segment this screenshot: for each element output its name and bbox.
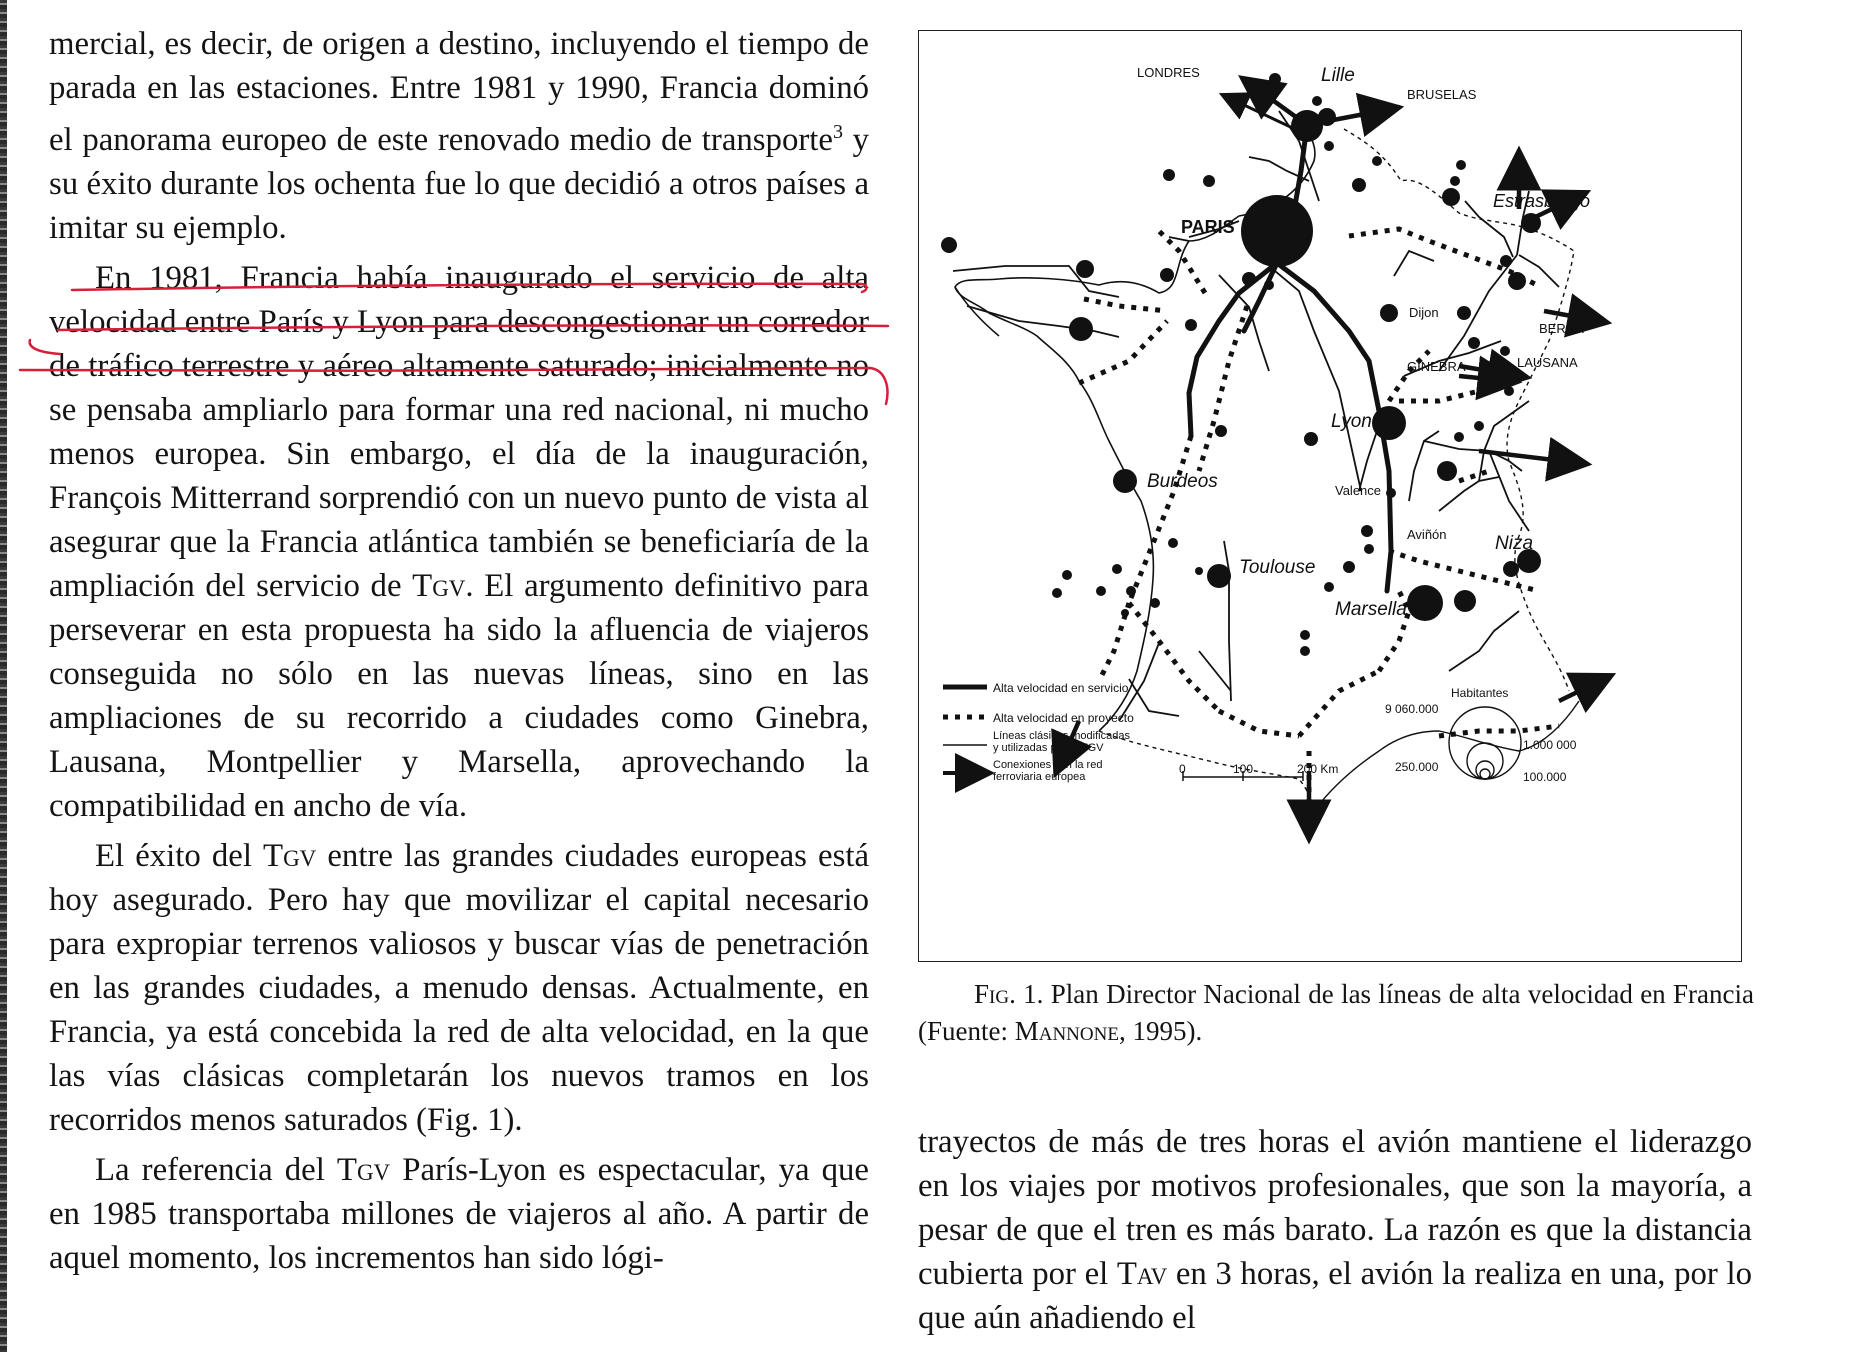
nantes-dot bbox=[1069, 317, 1093, 341]
borders bbox=[1099, 129, 1574, 811]
label-dijon: Dijon bbox=[1409, 305, 1439, 320]
label-ginebra: GINEBRA bbox=[1407, 359, 1466, 374]
tgv-abbr: Tgv bbox=[412, 567, 466, 604]
label-avinon: Aviñón bbox=[1407, 527, 1447, 542]
caption-source: Mannone bbox=[1014, 1016, 1119, 1046]
legend-habitantes: Habitantes bbox=[1451, 686, 1509, 700]
marsella-dot bbox=[1407, 585, 1443, 621]
mediterranean-coast bbox=[1314, 701, 1579, 811]
burdeos-dot bbox=[1113, 469, 1137, 493]
paragraph-right: trayectos de más de tres horas el avión mantiene el liderazgo en los viajes por motivos profesionales, que son la mayoría, a pesar de que el tren es más barato. La razón es que la distancia cubierta por el Tav en 3 horas, el avión la realiza en una, por lo que aún añadiendo el bbox=[918, 1124, 1752, 1336]
legend-classic-2: y utilizadas por el TGV bbox=[993, 742, 1104, 754]
legend-connections-1: Conexiones con la red bbox=[993, 759, 1103, 771]
tav-abbr: Tav bbox=[1116, 1256, 1168, 1292]
scan-binding-edge bbox=[0, 0, 7, 1352]
label-paris: PARIS bbox=[1181, 217, 1235, 237]
left-text-column bbox=[49, 22, 869, 1286]
map-legend bbox=[943, 681, 1577, 784]
label-lyon: Lyon bbox=[1331, 411, 1372, 432]
paragraph-1: mercial, es decir, de origen a destino, incluyendo el tiempo de parada en las estaciones. Entre 1981 y 1990, Francia dominó el panorama europeo de este renovado medio de transporte$^3$ y su éxito durante los ochenta fue lo que decidió a otros países a imitar su ejemplo. bbox=[49, 26, 869, 246]
footnote-ref: 3 bbox=[832, 121, 843, 143]
scale-label-200: 200 Km bbox=[1297, 762, 1339, 776]
population-key bbox=[1449, 707, 1521, 779]
hs-projected bbox=[1079, 229, 1559, 801]
label-valence: Valence bbox=[1335, 483, 1382, 498]
legend-hs-project: Alta velocidad en proyecto bbox=[993, 711, 1134, 725]
valence-dot bbox=[1386, 488, 1396, 498]
paris-dot bbox=[1241, 195, 1313, 267]
label-berna: BERNA bbox=[1539, 321, 1584, 336]
label-lille: Lille bbox=[1321, 65, 1355, 86]
label-lausana: LAUSANA bbox=[1517, 355, 1578, 370]
scale-bar bbox=[1179, 762, 1338, 781]
figure-caption: Fig. 1. Plan Director Nacional de las líneas de alta velocidad en Francia (Fuente: Mannone, 1995). bbox=[918, 979, 1754, 1046]
france-hs-rail-map bbox=[919, 31, 1743, 963]
legend-hs-service: Alta velocidad en servicio bbox=[993, 681, 1129, 695]
legend-connections-2: ferroviaria europea bbox=[993, 771, 1086, 783]
toulouse-dot bbox=[1207, 564, 1231, 588]
caption-figure-number: Fig. 1. bbox=[974, 979, 1044, 1009]
paragraph-2: En 1981, Francia había inaugurado el servicio de alta velocidad entre París y Lyon para descongestionar un corredor de tráfico terrestre y aéreo altamente saturado; inicialmente no se pensaba ampliarlo para formar una red nacional, ni mucho menos europea. Sin embargo, el día de la inauguración, François Mitterrand sorprendió con un nuevo punto de vista al asegurar que la Francia atlántica también se beneficiaría de la ampliación del servicio de Tgv. El argumento definitivo para perseverar en esta propuesta ha sido la afluencia de viajeros conseguida no sólo en las nuevas líneas, sino en las ampliaciones de su recorrido a ciudades como Ginebra, Lausana, Montpellier y Marsella, aprovechando la compatibilidad en ancho de vía. bbox=[49, 259, 869, 824]
figure-map bbox=[918, 30, 1742, 962]
label-estrasburgo: Estrasburgo bbox=[1493, 191, 1591, 211]
label-marsella: Marsella bbox=[1335, 599, 1407, 620]
lille-dot bbox=[1291, 110, 1323, 142]
paragraph-4: La referencia del Tgv París-Lyon es espectacular, ya que en 1985 transportaba millones de viajeros al año. A partir de aquel momento, los incrementos han sido lógi- bbox=[49, 1151, 869, 1276]
label-toulouse: Toulouse bbox=[1239, 557, 1316, 578]
tgv-abbr: Tgv bbox=[336, 1151, 391, 1188]
legend-pop-1000000: 1.000 000 bbox=[1523, 738, 1577, 752]
dijon-dot bbox=[1380, 304, 1398, 322]
label-bruselas: BRUSELAS bbox=[1407, 87, 1477, 102]
estrasburgo-dot bbox=[1521, 213, 1541, 233]
right-text-column bbox=[918, 1120, 1752, 1340]
scale-label-0: 0 bbox=[1179, 762, 1186, 776]
legend-pop-9060000: 9 060.000 bbox=[1385, 702, 1439, 716]
label-burdeos: Burdeos bbox=[1147, 471, 1218, 492]
legend-classic-1: Líneas clásicas modificadas bbox=[993, 730, 1130, 742]
label-londres: LONDRES bbox=[1137, 65, 1200, 80]
tgv-abbr: Tgv bbox=[263, 837, 317, 874]
label-niza: Niza bbox=[1495, 533, 1534, 554]
lyon-dot bbox=[1372, 406, 1406, 440]
paragraph-3: El éxito del Tgv entre las grandes ciudades europeas está hoy asegurado. Pero hay que movilizar el capital necesario para expropiar terrenos valiosos y buscar vías de penetración en las grandes ciudades, a menudo densas. Actualmente, en Francia, ya está concebida la red de alta velocidad, en la que las vías clásicas completarán los nuevos tramos en los recorridos menos saturados (Fig. 1). bbox=[49, 837, 870, 1138]
legend-pop-100000: 100.000 bbox=[1523, 770, 1567, 784]
legend-pop-250000: 250.000 bbox=[1395, 760, 1439, 774]
scale-label-100: 100 bbox=[1233, 762, 1254, 776]
